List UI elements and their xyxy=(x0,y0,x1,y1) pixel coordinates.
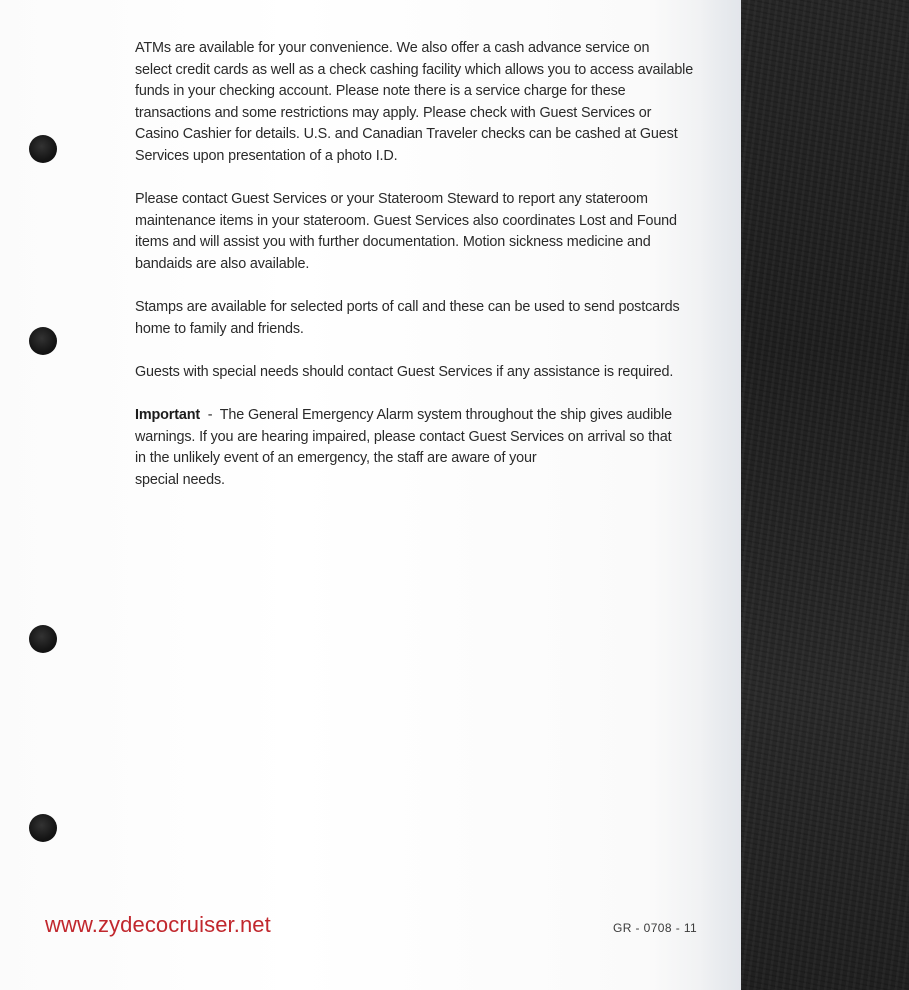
paragraph-special-needs xyxy=(135,362,695,384)
paragraph-important xyxy=(135,405,695,491)
binder-hole xyxy=(29,625,57,653)
text-line: funds in your checking account. Please note there is a service charge for these xyxy=(135,83,626,100)
website-watermark: www.zydecocruiser.net xyxy=(45,912,271,937)
binder-hole xyxy=(29,135,57,163)
text-line: maintenance items in your stateroom. Guest Services also coordinates Lost and Found xyxy=(135,212,677,229)
text-line: ATMs are available for your convenience. We also offer a cash advance service on xyxy=(135,40,650,56)
text-line: bandaids are also available. xyxy=(135,255,310,272)
text-line: Guests with special needs should contact Guest Services if any assistance is required. xyxy=(135,363,674,380)
text-line: - The General Emergency Alarm system throughout the ship gives audible xyxy=(200,407,672,424)
text-line: Please contact Guest Services or your Stateroom Steward to report any stateroom xyxy=(135,191,648,208)
paragraph-atm-services xyxy=(135,38,695,168)
text-line: Services upon presentation of a photo I.D. xyxy=(135,147,398,164)
text-line: home to family and friends. xyxy=(135,320,304,337)
paragraph-guest-services xyxy=(135,189,695,275)
text-line: select credit cards as well as a check cashing facility which allows you to access available xyxy=(135,61,694,78)
text-line: special needs. xyxy=(135,471,225,488)
text-line: items and will assist you with further documentation. Motion sickness medicine and xyxy=(135,234,651,251)
dark-background-strip xyxy=(741,0,909,990)
binder-hole xyxy=(29,327,57,355)
page-edge-shadow xyxy=(700,0,745,990)
document-body xyxy=(135,38,695,513)
text-line: Stamps are available for selected ports of call and these can be used to send postcards xyxy=(135,299,680,316)
text-line: transactions and some restrictions may apply. Please check with Guest Services or xyxy=(135,104,652,121)
text-line: warnings. If you are hearing impaired, please contact Guest Services on arrival so that xyxy=(135,428,672,445)
text-line: in the unlikely event of an emergency, the staff are aware of your xyxy=(135,450,537,467)
paragraph-stamps xyxy=(135,297,695,340)
text-line: Casino Cashier for details. U.S. and Canadian Traveler checks can be cashed at Guest xyxy=(135,126,678,143)
binder-hole xyxy=(29,814,57,842)
page-reference: GR - 0708 - 11 xyxy=(613,921,698,935)
important-label: Important xyxy=(135,407,201,424)
